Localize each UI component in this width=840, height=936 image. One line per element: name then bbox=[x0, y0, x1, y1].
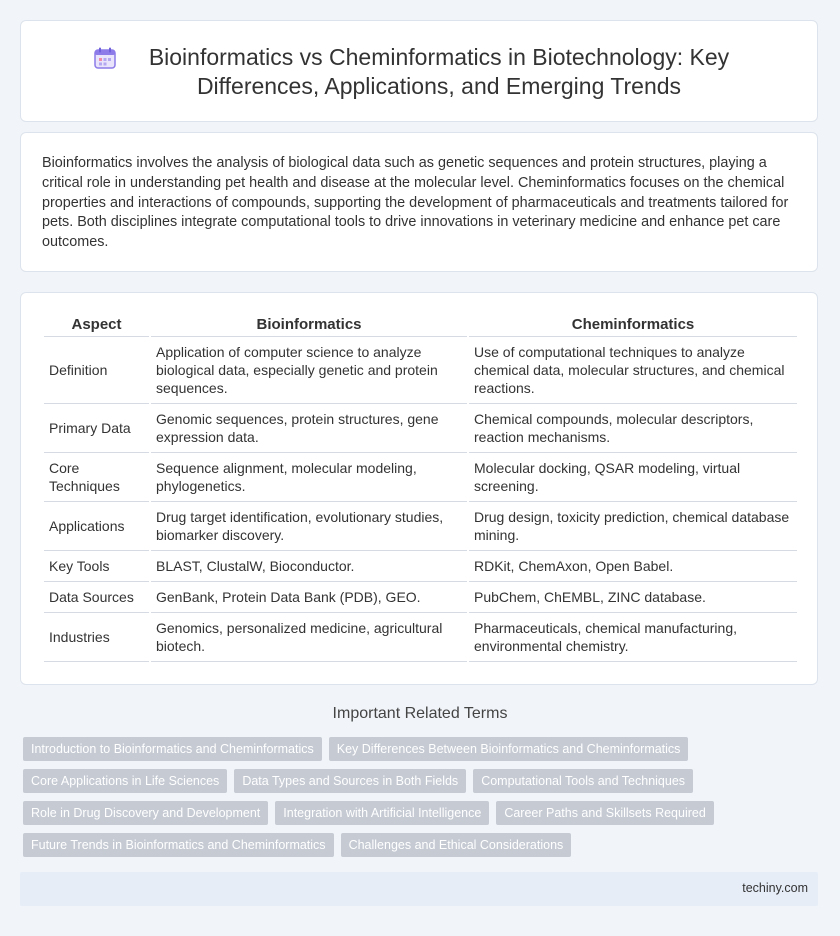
related-term-tag[interactable]: Introduction to Bioinformatics and Cheminformatics bbox=[23, 737, 322, 761]
table-row bbox=[44, 404, 797, 453]
intro-text: Bioinformatics involves the analysis of biological data such as genetic sequences and protein structures, playing a critical role in understanding pet health and disease at the molecular level. Cheminformatics focuses on the chemical properties and interactions of compounds, supporting the development of pharmaceuticals and treatments tailored for pets. Both disciplines integrate computational tools to drive innovations in veterinary medicine and enhance pet care outcomes. bbox=[42, 155, 789, 251]
header-aspect: Aspect bbox=[44, 314, 149, 337]
cheminformatics-cell: Drug design, toxicity prediction, chemical database mining. bbox=[469, 502, 797, 551]
related-term-tag[interactable]: Role in Drug Discovery and Development bbox=[23, 801, 268, 825]
bioinformatics-cell: Genomics, personalized medicine, agricultural biotech. bbox=[151, 613, 467, 662]
table-row bbox=[44, 551, 797, 582]
bioinformatics-cell: Drug target identification, evolutionary studies, biomarker discovery. bbox=[151, 502, 467, 551]
bioinformatics-cell: Genomic sequences, protein structures, gene expression data. bbox=[151, 404, 467, 453]
cheminformatics-cell: Chemical compounds, molecular descriptors, reaction mechanisms. bbox=[469, 404, 797, 453]
comparison-card bbox=[20, 292, 818, 685]
table-row bbox=[44, 337, 797, 404]
related-term-tag[interactable]: Career Paths and Skillsets Required bbox=[496, 801, 714, 825]
cheminformatics-cell: PubChem, ChEMBL, ZINC database. bbox=[469, 582, 797, 613]
related-term-tag[interactable]: Core Applications in Life Sciences bbox=[23, 769, 227, 793]
tag-row bbox=[23, 833, 723, 857]
table-header-row bbox=[44, 314, 797, 337]
header-bioinformatics: Bioinformatics bbox=[151, 314, 467, 337]
bioinformatics-cell: GenBank, Protein Data Bank (PDB), GEO. bbox=[151, 582, 467, 613]
related-term-tag[interactable]: Data Types and Sources in Both Fields bbox=[234, 769, 466, 793]
footer bbox=[20, 872, 818, 906]
related-term-tag[interactable]: Key Differences Between Bioinformatics and Cheminformatics bbox=[329, 737, 689, 761]
header-cheminformatics: Cheminformatics bbox=[469, 314, 797, 337]
page-title: Bioinformatics vs Cheminformatics in Biotechnology: Key Differences, Applications, and Emerging Trends bbox=[148, 44, 730, 99]
related-terms-title: Important Related Terms bbox=[332, 705, 508, 722]
cheminformatics-cell: Pharmaceuticals, chemical manufacturing, environmental chemistry. bbox=[469, 613, 797, 662]
aspect-cell: Core Techniques bbox=[44, 453, 149, 502]
table-row bbox=[44, 453, 797, 502]
aspect-cell: Industries bbox=[44, 613, 149, 662]
tag-row bbox=[23, 737, 723, 761]
related-term-tag[interactable]: Future Trends in Bioinformatics and Cheminformatics bbox=[23, 833, 334, 857]
tag-row bbox=[23, 769, 723, 793]
aspect-cell: Definition bbox=[44, 337, 149, 404]
footer-site[interactable]: techiny.com bbox=[742, 881, 808, 895]
aspect-cell: Key Tools bbox=[44, 551, 149, 582]
related-term-tag[interactable]: Challenges and Ethical Considerations bbox=[341, 833, 572, 857]
aspect-cell: Data Sources bbox=[44, 582, 149, 613]
header-card bbox=[20, 20, 818, 122]
bioinformatics-cell: BLAST, ClustalW, Bioconductor. bbox=[151, 551, 467, 582]
related-term-tag[interactable]: Integration with Artificial Intelligence bbox=[275, 801, 489, 825]
cheminformatics-cell: Molecular docking, QSAR modeling, virtual screening. bbox=[469, 453, 797, 502]
related-terms-list bbox=[23, 737, 723, 865]
cheminformatics-cell: RDKit, ChemAxon, Open Babel. bbox=[469, 551, 797, 582]
bioinformatics-cell: Sequence alignment, molecular modeling, phylogenetics. bbox=[151, 453, 467, 502]
related-term-tag[interactable]: Computational Tools and Techniques bbox=[473, 769, 693, 793]
tag-row bbox=[23, 801, 723, 825]
table-row bbox=[44, 582, 797, 613]
comparison-table bbox=[42, 314, 799, 662]
table-row bbox=[44, 613, 797, 662]
bioinformatics-cell: Application of computer science to analyze biological data, especially genetic and protein sequences. bbox=[151, 337, 467, 404]
table-row bbox=[44, 502, 797, 551]
cheminformatics-cell: Use of computational techniques to analyze chemical data, molecular structures, and chemical reactions. bbox=[469, 337, 797, 404]
intro-card bbox=[20, 132, 818, 272]
aspect-cell: Primary Data bbox=[44, 404, 149, 453]
aspect-cell: Applications bbox=[44, 502, 149, 551]
